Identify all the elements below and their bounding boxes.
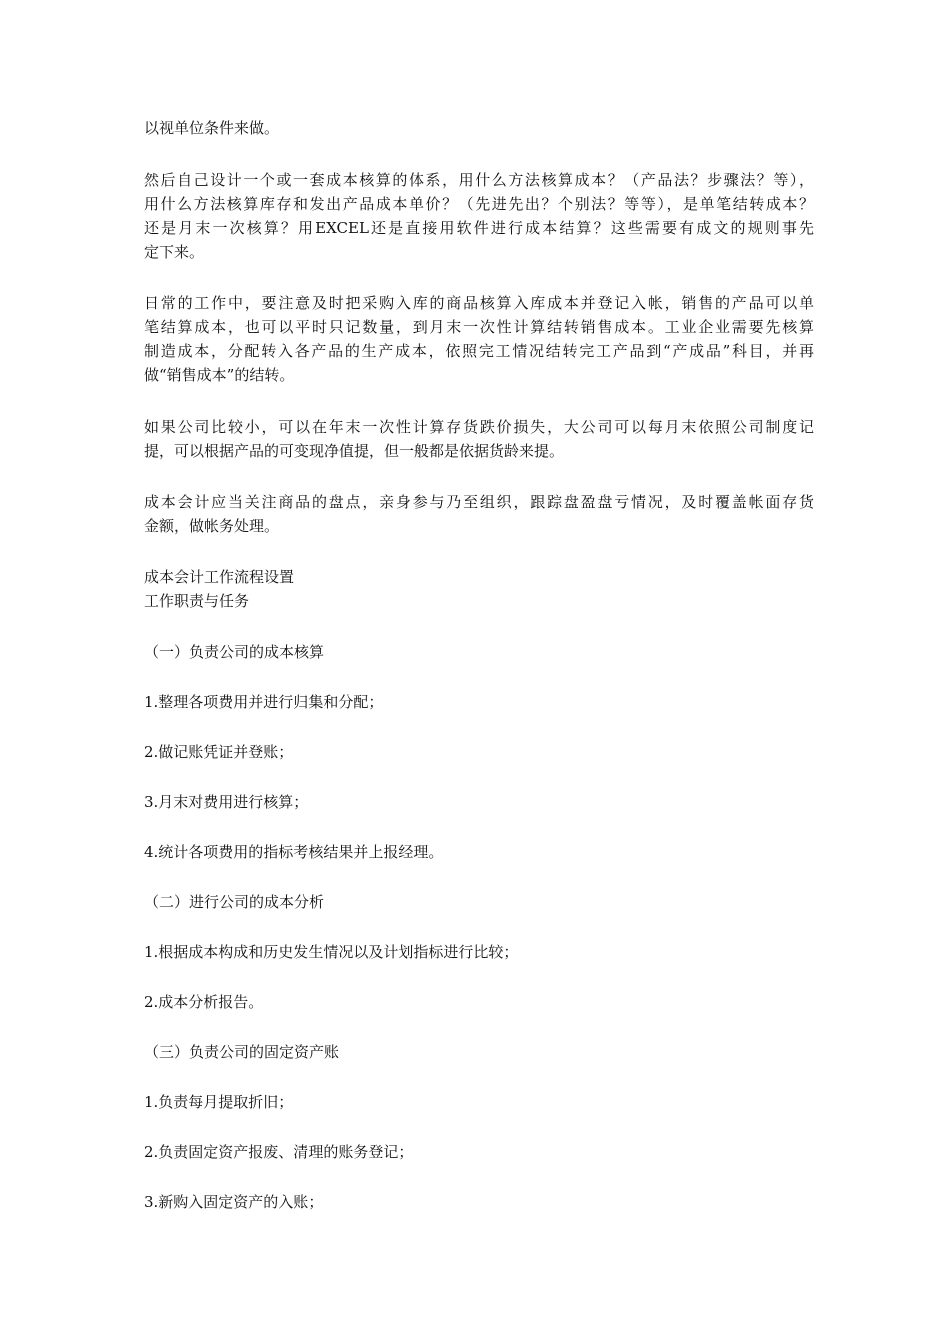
paragraph-line: 然后自己设计一个或一套成本核算的体系，用什么方法核算成本？（产品法？步骤法？等），: [144, 171, 814, 189]
paragraph-line: 成本会计应当关注商品的盘点，亲身参与乃至组织，跟踪盘盈盘亏情况，及时覆盖帐面存货: [144, 493, 814, 511]
duty-item: 2.做记账凭证并登账；: [144, 743, 294, 761]
section-title: 成本会计工作流程设置: [144, 568, 295, 586]
duty-heading: （三）负责公司的固定资产账: [144, 1043, 340, 1061]
duty-item: 3.月末对费用进行核算；: [144, 793, 309, 811]
paragraph-line: 用什么方法核算库存和发出产品成本单价？（先进先出？个别法？等等），是单笔结转成本？: [144, 195, 814, 213]
paragraph-line: 提，可以根据产品的可变现净值提，但一般都是依据货龄来提。: [144, 442, 565, 460]
paragraph-line: 日常的工作中，要注意及时把采购入库的商品核算入库成本并登记入帐，销售的产品可以单: [144, 294, 814, 312]
duty-item: 3.新购入固定资产的入账；: [144, 1193, 324, 1211]
duty-item: 1.根据成本构成和历史发生情况以及计划指标进行比较；: [144, 943, 519, 961]
paragraph-line: 还是月末一次核算？用EXCEL还是直接用软件进行成本结算？这些需要有成文的规则事先: [144, 219, 814, 237]
intro-line: 以视单位条件来做。: [144, 119, 280, 137]
paragraph-line: 笔结算成本，也可以平时只记数量，到月末一次性计算结转销售成本。工业企业需要先核算: [144, 318, 814, 336]
duty-item: 1.整理各项费用并进行归集和分配；: [144, 693, 384, 711]
section-subtitle: 工作职责与任务: [144, 592, 250, 610]
duty-item: 2.负责固定资产报废、清理的账务登记；: [144, 1143, 414, 1161]
paragraph-line: 做“销售成本”的结转。: [144, 366, 295, 384]
duty-heading: （一）负责公司的成本核算: [144, 643, 325, 661]
paragraph-line: 金额，做帐务处理。: [144, 517, 280, 535]
duty-item: 2.成本分析报告。: [144, 993, 264, 1011]
paragraph-line: 定下来。: [144, 243, 205, 261]
paragraph-line: 制造成本，分配转入各产品的生产成本，依照完工情况结转完工产品到“产成品”科目，并再: [144, 342, 814, 360]
duty-item: 1.负责每月提取折旧；: [144, 1093, 294, 1111]
paragraph-line: 如果公司比较小，可以在年末一次性计算存货跌价损失，大公司可以每月末依照公司制度记: [144, 418, 814, 436]
duty-heading: （二）进行公司的成本分析: [144, 893, 325, 911]
duty-item: 4.统计各项费用的指标考核结果并上报经理。: [144, 843, 444, 861]
